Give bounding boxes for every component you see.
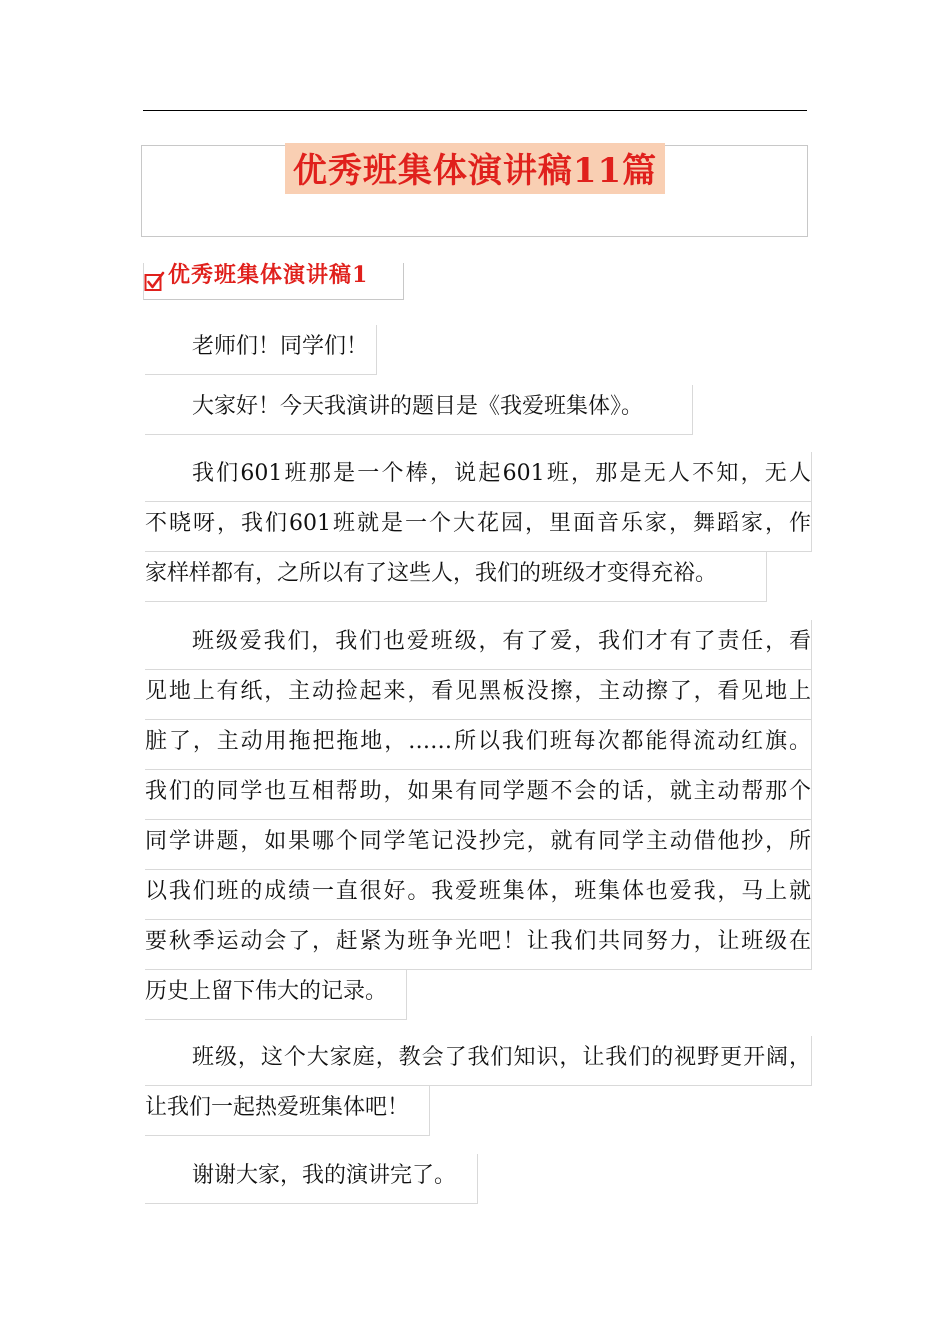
document-title: 优秀班集体演讲稿11篇: [292, 150, 658, 191]
paragraph-line: 班级，这个大家庭，教会了我们知识，让我们的视野更开阔，: [145, 1036, 812, 1086]
paragraph-line: 要秋季运动会了，赶紧为班争光吧！让我们共同努力，让班级在: [145, 920, 812, 970]
paragraph-line: 大家好！今天我演讲的题目是《我爱班集体》。: [145, 385, 693, 435]
paragraph-line: 家样样都有，之所以有了这些人，我们的班级才变得充裕。: [145, 552, 767, 602]
header-rule: [143, 110, 807, 111]
paragraph-closing: [145, 1154, 812, 1204]
paragraph-line: 谢谢大家，我的演讲完了。: [145, 1154, 478, 1204]
checkbox-check-icon: [144, 271, 165, 292]
paragraph-line: 老师们！同学们！: [145, 325, 377, 375]
paragraph-responsibility: [145, 620, 812, 1020]
paragraph-line: 不晓呀，我们601班就是一个大花园，里面音乐家，舞蹈家，作: [145, 502, 812, 552]
paragraph-line: 我们的同学也互相帮助，如果有同学题不会的话，就主动帮那个: [145, 770, 812, 820]
paragraph-line: 班级爱我们，我们也爱班级，有了爱，我们才有了责任，看: [145, 620, 812, 670]
paragraph-family: [145, 1036, 812, 1136]
paragraph-intro: [145, 385, 812, 435]
paragraph-line: 我们601班那是一个棒，说起601班，那是无人不知，无人: [145, 452, 812, 502]
paragraph-line: 历史上留下伟大的记录。: [145, 970, 407, 1020]
paragraph-line: 脏了，主动用拖把拖地，……所以我们班每次都能得流动红旗。: [145, 720, 812, 770]
paragraph-class-601: [145, 452, 812, 602]
section-heading: 优秀班集体演讲稿1: [168, 262, 369, 288]
paragraph-line: 让我们一起热爱班集体吧！: [145, 1086, 430, 1136]
paragraph-greeting: [145, 325, 812, 375]
paragraph-line: 以我们班的成绩一直很好。我爱班集体，班集体也爱我，马上就: [145, 870, 812, 920]
paragraph-line: 同学讲题，如果哪个同学笔记没抄完，就有同学主动借他抄，所: [145, 820, 812, 870]
paragraph-line: 见地上有纸，主动捡起来，看见黑板没擦，主动擦了，看见地上: [145, 670, 812, 720]
